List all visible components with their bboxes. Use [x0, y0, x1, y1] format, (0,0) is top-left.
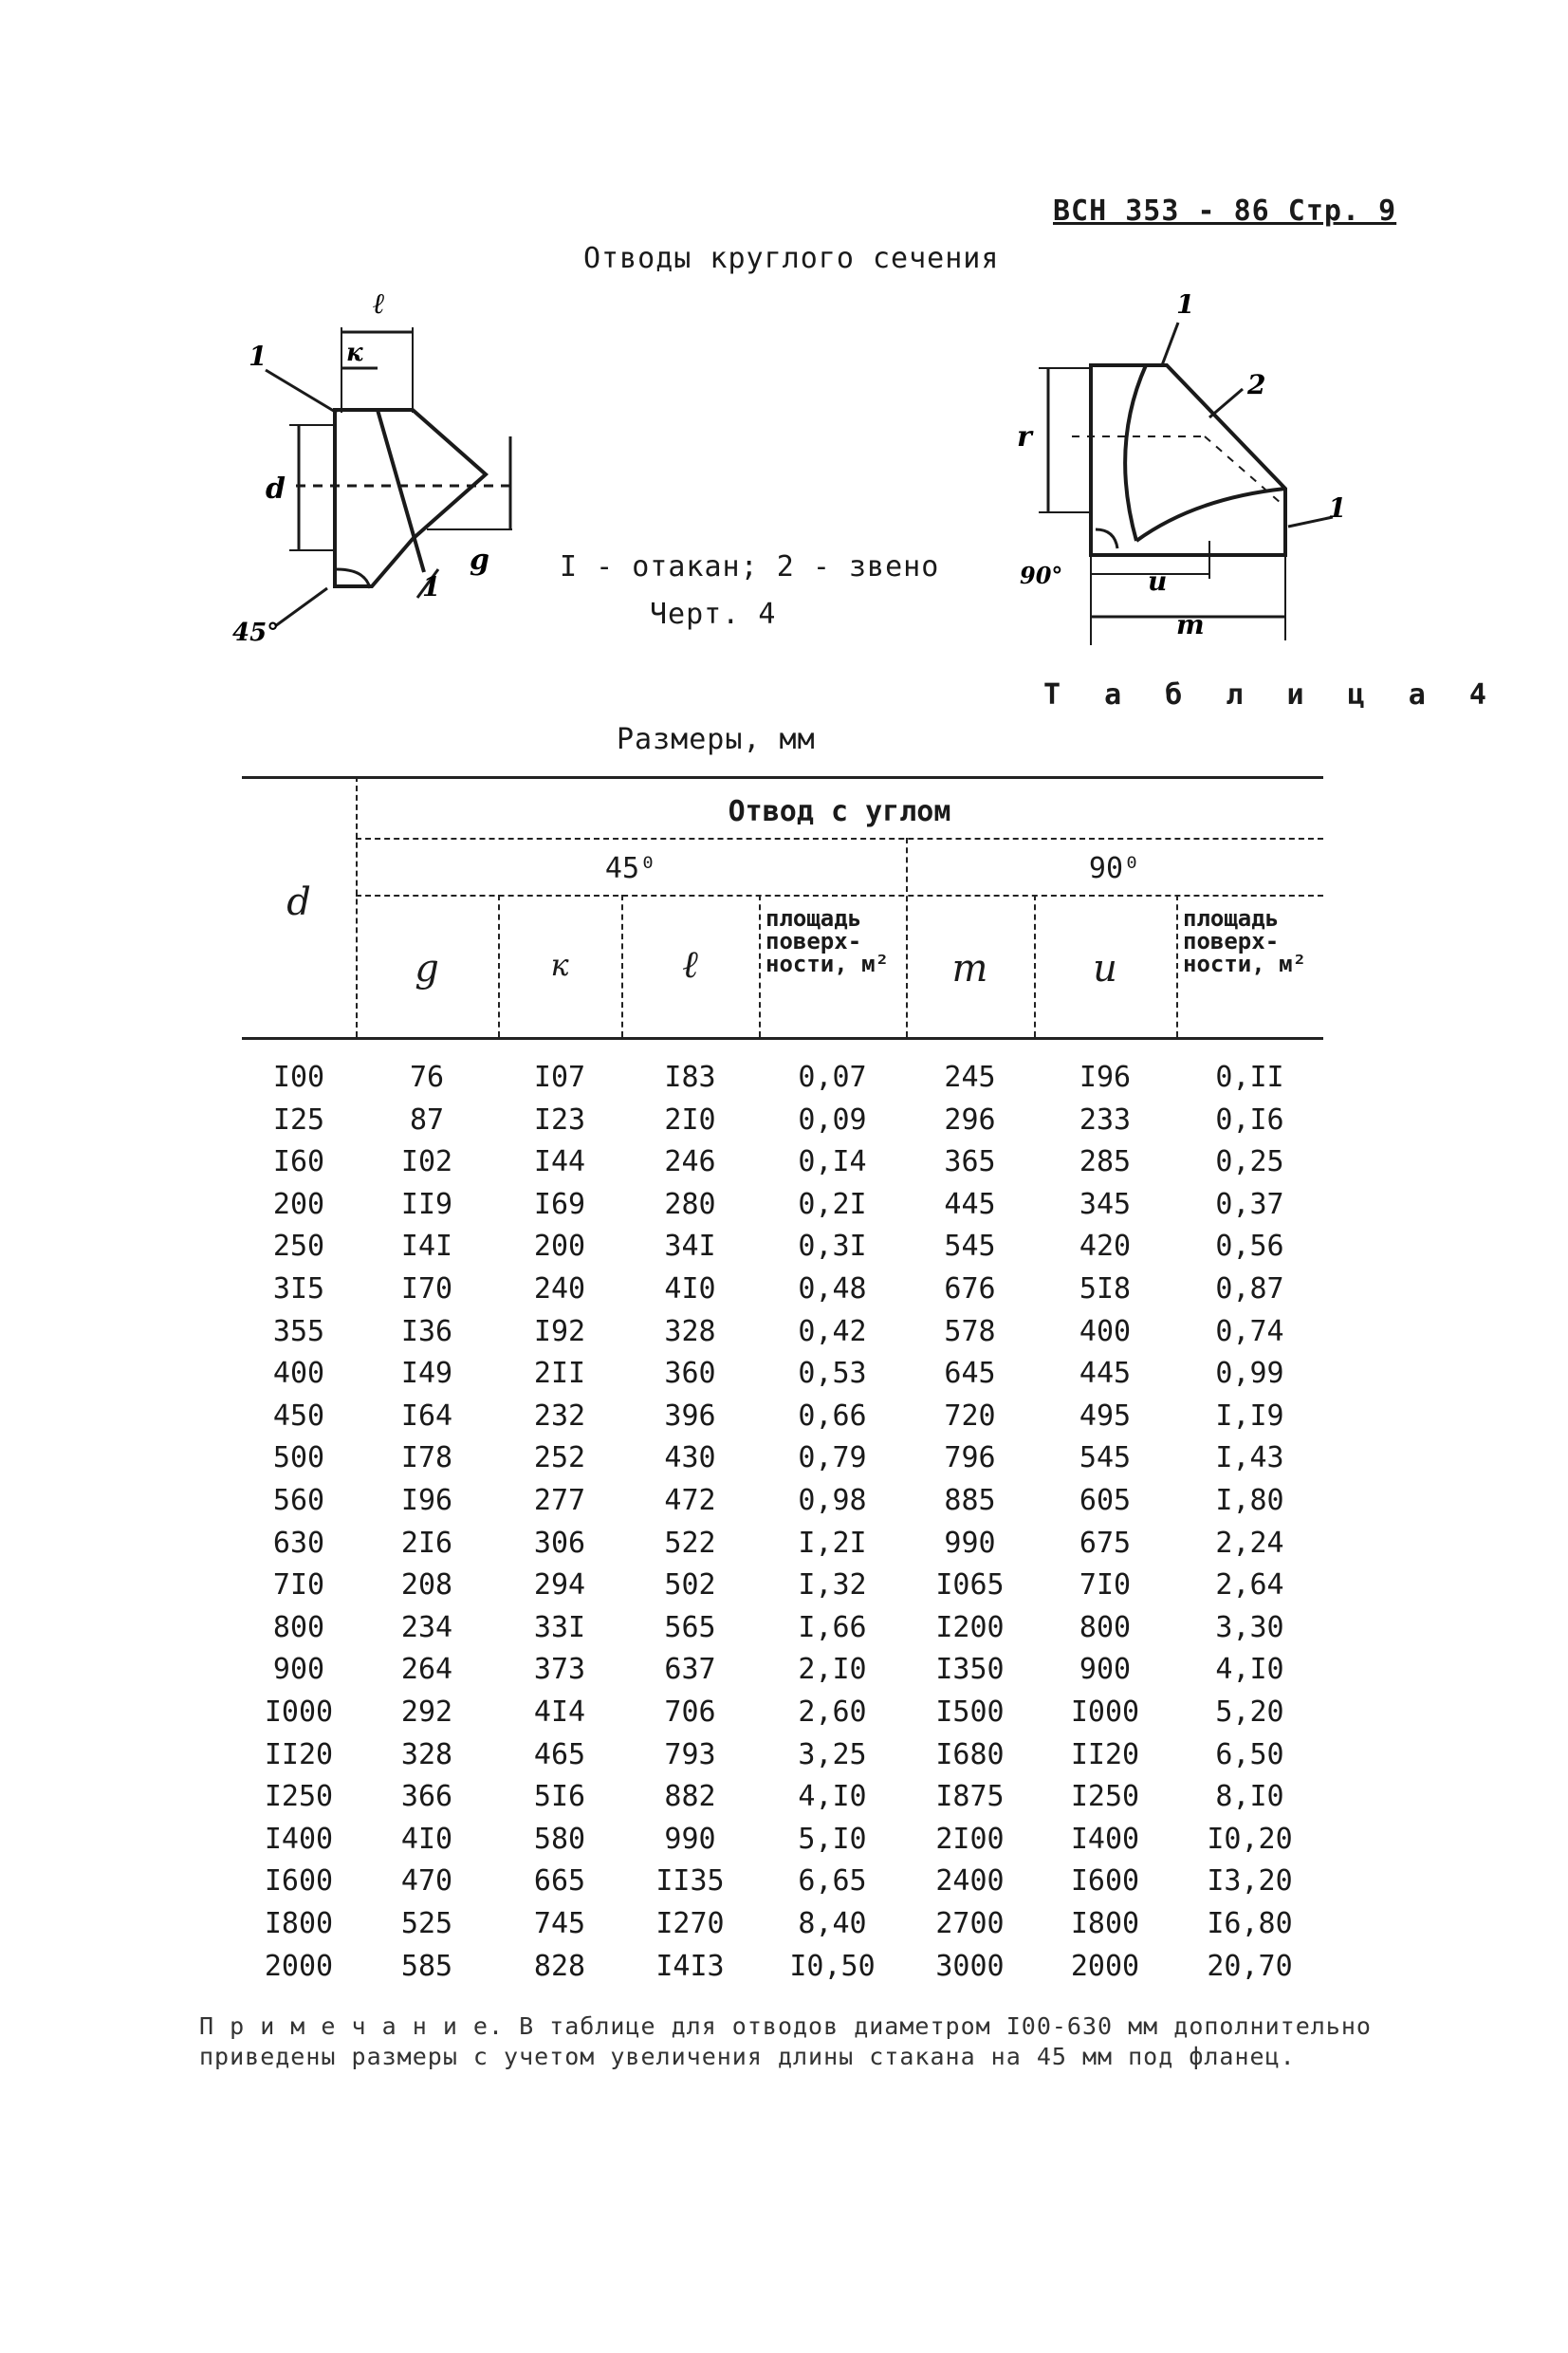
diagram-45-degree	[228, 285, 541, 645]
cell-area-90: 0,87	[1215, 1272, 1284, 1306]
cell-area-90: I,80	[1215, 1484, 1284, 1517]
table-row	[242, 1738, 1323, 1780]
cell-m: 545	[944, 1230, 996, 1264]
cell-g: 264	[400, 1653, 453, 1687]
table-top-rule	[242, 776, 1323, 779]
cell-area-90: 2,64	[1215, 1568, 1284, 1603]
cell-u: 7I0	[1079, 1568, 1132, 1603]
cell-k: 33I	[533, 1610, 586, 1644]
cell-area-90: 0,25	[1215, 1145, 1284, 1179]
label-1-top: 1	[249, 341, 267, 372]
cell-area-90: I6,80	[1207, 1907, 1293, 1940]
cell-m: 296	[944, 1102, 996, 1137]
cell-l: 360	[664, 1357, 716, 1391]
cell-u: 400	[1079, 1314, 1132, 1348]
cell-m: 990	[944, 1526, 996, 1560]
label-m: m	[1176, 609, 1205, 640]
cell-l: 246	[664, 1145, 716, 1179]
label-1-right: 1	[1328, 492, 1347, 524]
label-1-top: 1	[1176, 294, 1195, 320]
cell-l: 472	[664, 1484, 716, 1517]
cell-area-90: 3,30	[1215, 1610, 1284, 1644]
header-area-90: площадь поверх- ности, м²	[1183, 905, 1307, 977]
cell-d: 800	[272, 1610, 325, 1644]
cell-area-90: I0,20	[1207, 1822, 1293, 1856]
cell-m: 578	[944, 1314, 996, 1348]
table-row	[242, 1907, 1323, 1949]
cell-d: II20	[264, 1737, 334, 1771]
cell-d: 450	[272, 1399, 325, 1433]
cell-area-90: 2,24	[1215, 1526, 1284, 1560]
cell-area-90: 20,70	[1207, 1949, 1293, 1983]
cell-g: I78	[400, 1441, 453, 1475]
cell-area-45: 0,3I	[798, 1230, 867, 1264]
cell-d: I250	[264, 1780, 334, 1814]
header-g: g	[415, 947, 439, 991]
cell-d: I800	[264, 1907, 334, 1940]
cell-m: 245	[944, 1061, 996, 1094]
cell-u: 345	[1079, 1187, 1132, 1221]
cell-k: 465	[533, 1737, 586, 1771]
cell-u: 545	[1079, 1441, 1132, 1475]
cell-l: 280	[664, 1187, 716, 1221]
cell-u: 420	[1079, 1230, 1132, 1264]
cell-k: I23	[533, 1102, 586, 1137]
cell-l: 34I	[664, 1230, 716, 1264]
cell-d: 200	[272, 1187, 325, 1221]
cell-area-45: 0,42	[798, 1314, 867, 1348]
cell-m: 645	[944, 1357, 996, 1391]
header-45: 45⁰	[604, 852, 657, 885]
table-row	[242, 1357, 1323, 1399]
table-row	[242, 1823, 1323, 1864]
cell-l: 882	[664, 1780, 716, 1814]
header-d: d	[286, 880, 311, 924]
cell-l: 502	[664, 1568, 716, 1603]
cell-area-90: 5,20	[1215, 1695, 1284, 1729]
cell-g: I36	[400, 1314, 453, 1348]
cell-area-45: 0,48	[798, 1272, 867, 1306]
table-header-rule	[242, 1037, 1323, 1040]
cell-area-90: 0,I6	[1215, 1102, 1284, 1137]
cell-u: I250	[1070, 1780, 1140, 1814]
cell-k: I69	[533, 1187, 586, 1221]
cell-g: I64	[400, 1399, 453, 1433]
label-u: u	[1148, 565, 1168, 597]
cell-d: I600	[264, 1864, 334, 1899]
table-row	[242, 1230, 1323, 1271]
cell-l: 793	[664, 1737, 716, 1771]
cell-area-90: 0,56	[1215, 1230, 1284, 1264]
cell-l: 4I0	[664, 1272, 716, 1306]
cell-d: 355	[272, 1314, 325, 1348]
cell-area-45: 5,I0	[798, 1822, 867, 1856]
cell-g: I70	[400, 1272, 453, 1306]
header-u: u	[1093, 947, 1117, 991]
cell-area-90: 6,50	[1215, 1737, 1284, 1771]
cell-u: 675	[1079, 1526, 1132, 1560]
cell-k: 232	[533, 1399, 586, 1433]
cell-area-45: 0,98	[798, 1484, 867, 1517]
cell-area-45: 0,53	[798, 1357, 867, 1391]
table-row	[242, 1441, 1323, 1483]
cell-area-45: 0,79	[798, 1441, 867, 1475]
cell-d: 500	[272, 1441, 325, 1475]
cell-area-45: 6,65	[798, 1864, 867, 1899]
cell-k: 294	[533, 1568, 586, 1603]
cell-m: I065	[935, 1568, 1005, 1603]
units-caption: Размеры, мм	[617, 723, 816, 756]
cell-g: I49	[400, 1357, 453, 1391]
cell-k: 5I6	[533, 1780, 586, 1814]
table-row	[242, 1568, 1323, 1610]
cell-g: 234	[400, 1610, 453, 1644]
cell-m: 2400	[935, 1864, 1005, 1899]
cell-g: 366	[400, 1780, 453, 1814]
cell-k: 252	[533, 1441, 586, 1475]
cell-area-45: I,2I	[798, 1526, 867, 1560]
cell-g: II9	[400, 1187, 453, 1221]
cell-k: 4I4	[533, 1695, 586, 1729]
label-d: d	[266, 472, 286, 506]
cell-area-45: 4,I0	[798, 1780, 867, 1814]
cell-d: I60	[272, 1145, 325, 1179]
cell-area-90: 0,74	[1215, 1314, 1284, 1348]
cell-area-45: 3,25	[798, 1737, 867, 1771]
cell-m: I200	[935, 1610, 1005, 1644]
table-row	[242, 1399, 1323, 1441]
header-l: ℓ	[682, 943, 698, 987]
cell-g: I02	[400, 1145, 453, 1179]
cell-area-90: I,I9	[1215, 1399, 1284, 1433]
cell-g: 525	[400, 1907, 453, 1940]
cell-g: 76	[409, 1061, 445, 1094]
cell-k: 277	[533, 1484, 586, 1517]
cell-g: 2I6	[400, 1526, 453, 1560]
cell-area-90: 8,I0	[1215, 1780, 1284, 1814]
cell-d: 2000	[264, 1949, 334, 1983]
cell-u: 605	[1079, 1484, 1132, 1517]
cell-area-45: 8,40	[798, 1907, 867, 1940]
cell-u: I600	[1070, 1864, 1140, 1899]
cell-g: 4I0	[400, 1822, 453, 1856]
cell-k: 580	[533, 1822, 586, 1856]
cell-m: I875	[935, 1780, 1005, 1814]
table-row	[242, 1950, 1323, 1992]
cell-d: 250	[272, 1230, 325, 1264]
cell-l: 430	[664, 1441, 716, 1475]
cell-k: 373	[533, 1653, 586, 1687]
label-2: 2	[1247, 369, 1266, 400]
cell-l: 328	[664, 1314, 716, 1348]
label-angle-90: 90°	[1020, 562, 1063, 589]
cell-area-90: 0,37	[1215, 1187, 1284, 1221]
cell-d: I25	[272, 1102, 325, 1137]
cell-l: 990	[664, 1822, 716, 1856]
cell-k: 745	[533, 1907, 586, 1940]
cell-u: 900	[1079, 1653, 1132, 1687]
cell-u: II20	[1070, 1737, 1140, 1771]
label-k: к	[346, 339, 363, 367]
cell-m: 3000	[935, 1949, 1005, 1983]
table-row	[242, 1653, 1323, 1695]
cell-area-45: 0,07	[798, 1061, 867, 1094]
table-row	[242, 1145, 1323, 1187]
header-area-45: площадь поверх- ности, м²	[766, 905, 890, 977]
table-row	[242, 1188, 1323, 1230]
cell-u: I96	[1079, 1061, 1132, 1094]
figure-caption: Черт. 4	[650, 598, 777, 631]
cell-k: 2II	[533, 1357, 586, 1391]
diagram-90-degree	[1005, 294, 1347, 655]
cell-d: 400	[272, 1357, 325, 1391]
cell-l: I83	[664, 1061, 716, 1094]
cell-l: 706	[664, 1695, 716, 1729]
cell-u: I400	[1070, 1822, 1140, 1856]
header-k: к	[550, 947, 569, 983]
cell-g: 328	[400, 1737, 453, 1771]
table-row	[242, 1780, 1323, 1822]
cell-u: 233	[1079, 1102, 1132, 1137]
cell-area-45: 2,60	[798, 1695, 867, 1729]
table-row	[242, 1484, 1323, 1526]
cell-l: II35	[655, 1864, 725, 1899]
table-row	[242, 1315, 1323, 1357]
cell-m: I680	[935, 1737, 1005, 1771]
cell-area-45: I0,50	[789, 1949, 876, 1983]
cell-l: 2I0	[664, 1102, 716, 1137]
cell-area-45: 0,09	[798, 1102, 867, 1137]
label-1-bottom: 1	[422, 571, 441, 602]
table-label: Т а б л и ц а 4	[1043, 678, 1500, 712]
label-r: r	[1017, 420, 1032, 454]
cell-u: 285	[1079, 1145, 1132, 1179]
cell-d: 900	[272, 1653, 325, 1687]
cell-m: 676	[944, 1272, 996, 1306]
cell-area-45: 0,I4	[798, 1145, 867, 1179]
cell-area-90: 4,I0	[1215, 1653, 1284, 1687]
header-90: 90⁰	[1088, 852, 1141, 885]
cell-g: 585	[400, 1949, 453, 1983]
diagram-legend: I - отакан; 2 - звено	[560, 550, 940, 584]
cell-m: 2700	[935, 1907, 1005, 1940]
cell-u: 5I8	[1079, 1272, 1132, 1306]
cell-g: I4I	[400, 1230, 453, 1264]
table-row	[242, 1864, 1323, 1906]
cell-k: I92	[533, 1314, 586, 1348]
cell-m: I500	[935, 1695, 1005, 1729]
cell-k: 306	[533, 1526, 586, 1560]
cell-d: 3I5	[272, 1272, 325, 1306]
cell-k: I44	[533, 1145, 586, 1179]
cell-d: I400	[264, 1822, 334, 1856]
cell-area-45: I,32	[798, 1568, 867, 1603]
cell-u: I000	[1070, 1695, 1140, 1729]
cell-g: 87	[409, 1102, 445, 1137]
cell-area-45: 0,2I	[798, 1187, 867, 1221]
table-row	[242, 1527, 1323, 1568]
cell-k: 665	[533, 1864, 586, 1899]
cell-m: 796	[944, 1441, 996, 1475]
label-l: ℓ	[373, 287, 385, 321]
cell-m: I350	[935, 1653, 1005, 1687]
cell-u: 495	[1079, 1399, 1132, 1433]
cell-l: 522	[664, 1526, 716, 1560]
table-row	[242, 1611, 1323, 1653]
cell-l: I4I3	[655, 1949, 725, 1983]
cell-u: 800	[1079, 1610, 1132, 1644]
cell-l: 565	[664, 1610, 716, 1644]
label-angle-45: 45°	[232, 619, 280, 645]
table-row	[242, 1695, 1323, 1737]
header-m: m	[951, 947, 988, 991]
table-row	[242, 1103, 1323, 1145]
document-code: ВСН 353 - 86 Стр. 9	[1053, 195, 1397, 228]
cell-d: 630	[272, 1526, 325, 1560]
cell-m: 365	[944, 1145, 996, 1179]
page-title: Отводы круглого сечения	[583, 242, 1000, 275]
cell-d: I00	[272, 1061, 325, 1094]
header-group: Отвод с углом	[728, 795, 951, 828]
table-row	[242, 1061, 1323, 1102]
cell-u: 2000	[1070, 1949, 1140, 1983]
cell-g: 470	[400, 1864, 453, 1899]
cell-d: 7I0	[272, 1568, 325, 1603]
cell-l: I270	[655, 1907, 725, 1940]
cell-area-90: I3,20	[1207, 1864, 1293, 1899]
table-note: П р и м е ч а н и е. В таблице для отводов диаметром I00-630 мм дополнительно приведены размеры с учетом увеличения длины стакана на 45 мм под фланец.	[199, 2012, 1372, 2070]
cell-d: I000	[264, 1695, 334, 1729]
cell-g: 292	[400, 1695, 453, 1729]
cell-u: 445	[1079, 1357, 1132, 1391]
cell-area-45: I,66	[798, 1610, 867, 1644]
cell-k: 240	[533, 1272, 586, 1306]
cell-area-45: 0,66	[798, 1399, 867, 1433]
cell-area-90: I,43	[1215, 1441, 1284, 1475]
cell-area-90: 0,II	[1215, 1061, 1284, 1094]
cell-area-45: 2,I0	[798, 1653, 867, 1687]
cell-g: I96	[400, 1484, 453, 1517]
label-g: g	[470, 544, 489, 577]
cell-k: I07	[533, 1061, 586, 1094]
cell-m: 720	[944, 1399, 996, 1433]
table-row	[242, 1272, 1323, 1314]
cell-m: 885	[944, 1484, 996, 1517]
cell-area-90: 0,99	[1215, 1357, 1284, 1391]
cell-k: 828	[533, 1949, 586, 1983]
cell-m: 2I00	[935, 1822, 1005, 1856]
cell-k: 200	[533, 1230, 586, 1264]
cell-l: 396	[664, 1399, 716, 1433]
cell-u: I800	[1070, 1907, 1140, 1940]
cell-g: 208	[400, 1568, 453, 1603]
cell-l: 637	[664, 1653, 716, 1687]
cell-d: 560	[272, 1484, 325, 1517]
cell-m: 445	[944, 1187, 996, 1221]
